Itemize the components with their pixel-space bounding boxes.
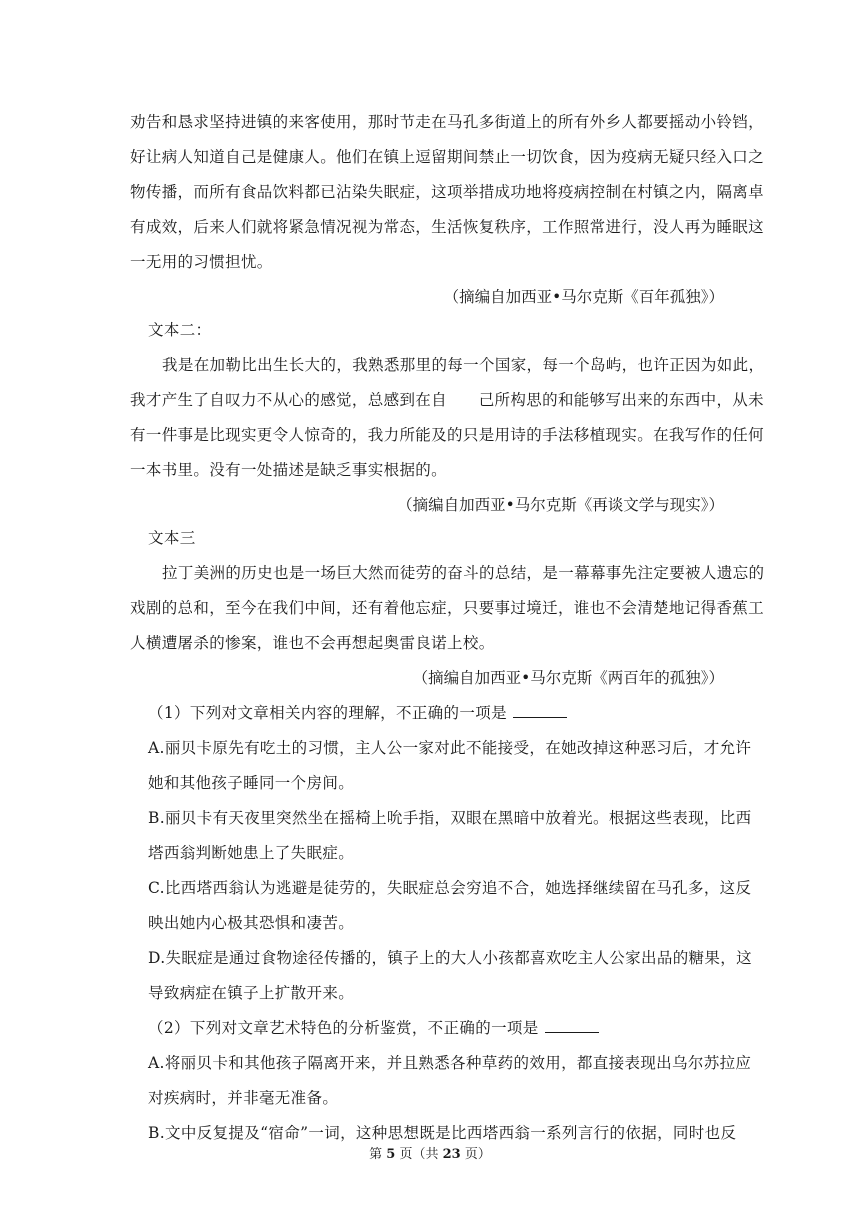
footer-prefix: 第 (369, 1147, 387, 1162)
question-1 (148, 703, 567, 723)
page-total: 23 (442, 1147, 461, 1162)
text-line: 戏剧的总和，至今在我们中间，还有着他忘症，只要事过境迁，谁也不会清楚地记得香蕉工 (130, 599, 765, 617)
footer-middle: 页（共 (395, 1147, 443, 1162)
footer-suffix: 页） (460, 1147, 491, 1162)
text-line: 劝告和恳求坚持进镇的来客使用，那时节走在马孔多街道上的所有外乡人都要摇动小铃铛， (130, 113, 765, 131)
text-line: 有一件事是比现实更令人惊奇的，我力所能及的只是用诗的手法移植现实。在我写作的任何 (130, 426, 765, 444)
source-citation: （摘编自加西亚•马尔克斯《两百年的孤独》） (412, 669, 724, 687)
option-b-line: B.文中反复提及“宿命”一词，这种思想既是比西塔西翁一系列言行的依据，同时也反 (148, 1124, 737, 1142)
option-a-line: A.丽贝卡原先有吃土的习惯，主人公一家对此不能接受，在她改掉这种恶习后，才允许 (148, 739, 752, 757)
option-a-line: 她和其他孩子睡同一个房间。 (148, 774, 355, 792)
page-footer (0, 1146, 860, 1164)
answer-blank (545, 1020, 599, 1033)
option-a-line: 对疾病时，并非毫无准备。 (148, 1089, 339, 1107)
option-b-line: B.丽贝卡有天夜里突然坐在摇椅上吮手指，双眼在黑暗中放着光。根据这些表现，比西 (148, 809, 752, 827)
text-line: 拉丁美洲的历史也是一场巨大然而徒劳的奋斗的总结，是一幕幕事先注定要被人遗忘的 (162, 564, 765, 582)
question-text: （1）下列对文章相关内容的理解，不正确的一项是 (148, 704, 507, 722)
option-a-line: A.将丽贝卡和其他孩子隔离开来，并且熟悉各种草药的效用，都直接表现出乌尔苏拉应 (148, 1054, 752, 1072)
source-citation: （摘编自加西亚•马尔克斯《再谈文学与现实》） (397, 496, 724, 514)
source-citation: （摘编自加西亚•马尔克斯《百年孤独》） (443, 288, 724, 306)
text-line: 好让病人知道自己是健康人。他们在镇上逗留期间禁止一切饮食，因为疫病无疑只经入口之 (130, 148, 765, 166)
option-d-line: 导致病症在镇子上扩散开来。 (148, 984, 355, 1002)
text-line: 我才产生了自叹力不从心的感觉，总感到在自 己所构思的和能够写出来的东西中，从未 (130, 391, 765, 409)
question-2 (148, 1018, 599, 1038)
text-line: 一本书里。没有一处描述是缺乏事实根据的。 (130, 461, 448, 479)
section-heading: 文本三 (148, 529, 196, 547)
text-line: 人横遭屠杀的惨案，谁也不会再想起奥雷良诺上校。 (130, 634, 495, 652)
text-line: 我是在加勒比出生长大的，我熟悉那里的每一个国家，每一个岛屿，也许正因为如此， (162, 356, 765, 374)
text-line: 物传播，而所有食品饮料都已沾染失眠症，这项举措成功地将疫病控制在村镇之内，隔离卓 (130, 183, 765, 201)
option-b-line: 塔西翁判断她患上了失眠症。 (148, 844, 355, 862)
page-number: 5 (386, 1147, 396, 1162)
option-c-line: 映出她内心极其恐惧和凄苦。 (148, 914, 355, 932)
option-d-line: D.失眠症是通过食物途径传播的，镇子上的大人小孩都喜欢吃主人公家出品的糖果，这 (148, 949, 752, 967)
text-line: 一无用的习惯担忧。 (130, 253, 273, 271)
section-heading: 文本二： (148, 321, 212, 339)
text-line: 有成效，后来人们就将紧急情况视为常态，生活恢复秩序，工作照常进行，没人再为睡眠这 (130, 218, 765, 236)
answer-blank (513, 705, 567, 718)
question-text: （2）下列对文章艺术特色的分析鉴赏，不正确的一项是 (148, 1019, 539, 1037)
option-c-line: C.比西塔西翁认为逃避是徒劳的，失眠症总会穷追不合，她选择继续留在马孔多，这反 (148, 879, 752, 897)
